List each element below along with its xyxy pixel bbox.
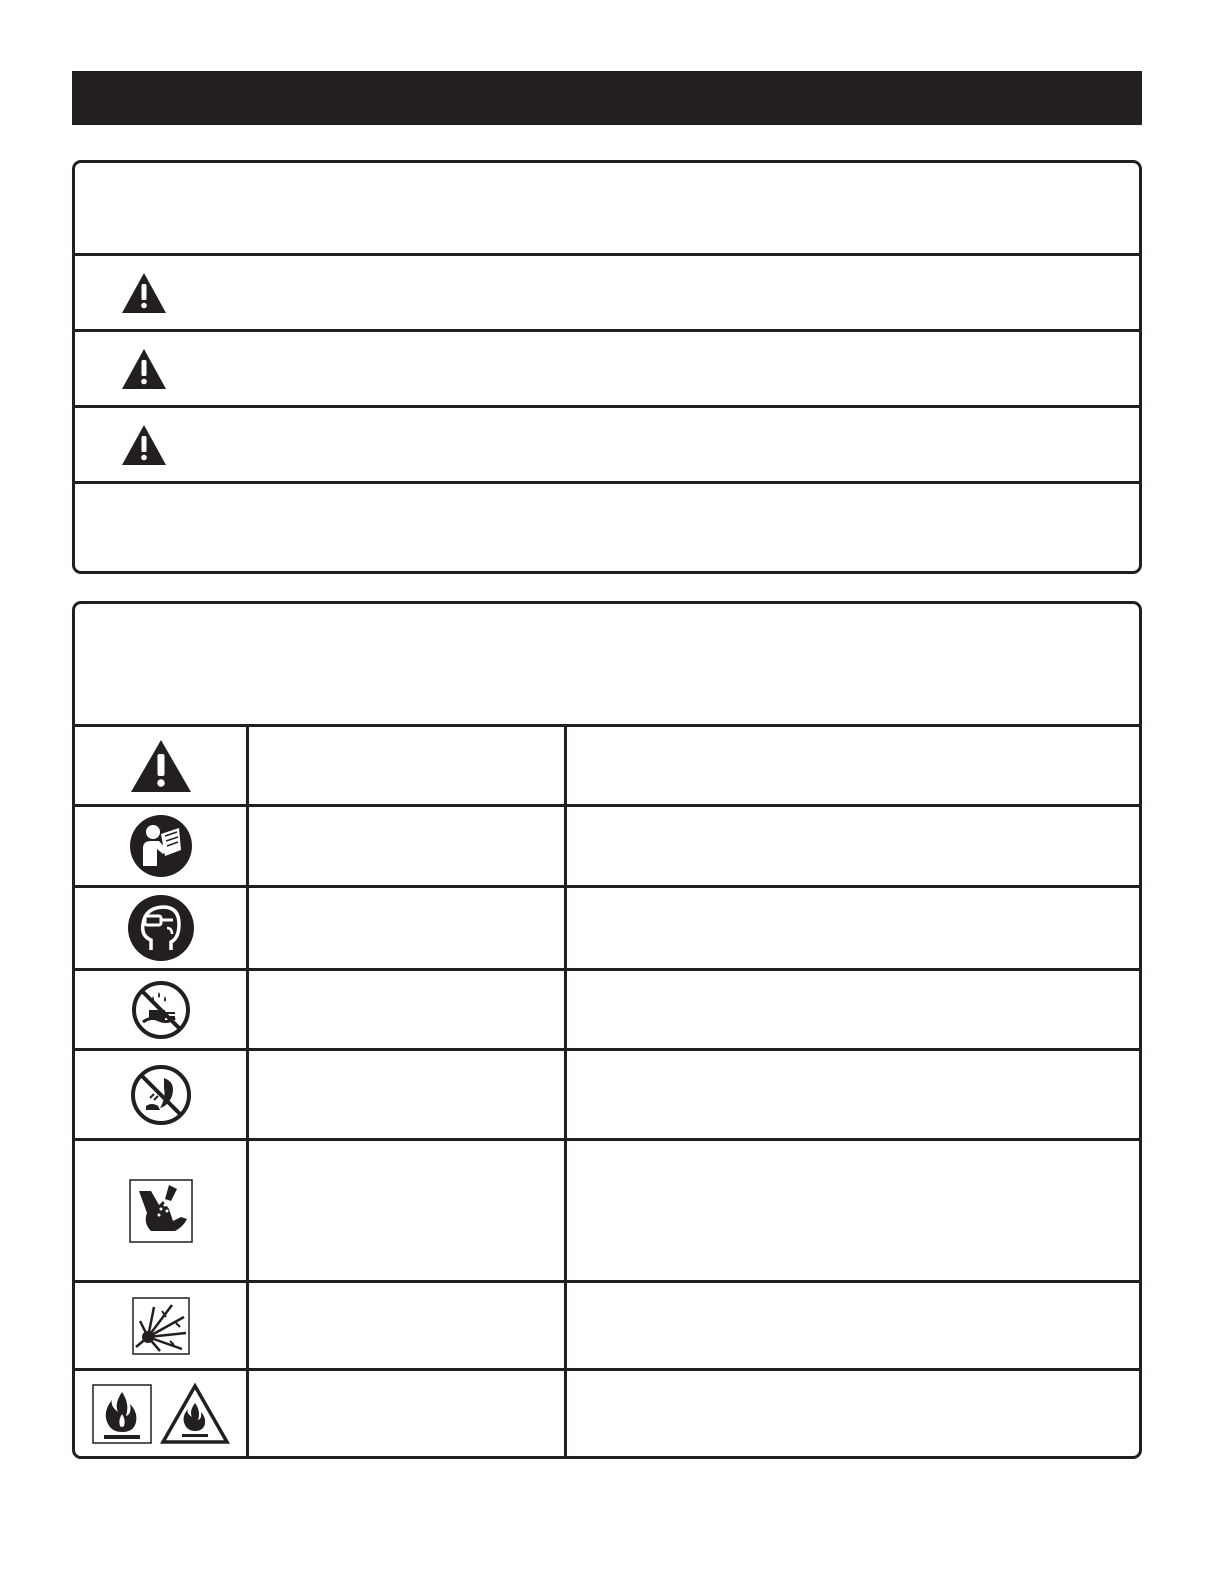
column-divider [564,724,567,1459]
column-divider [246,724,249,1459]
warning-triangle-icon [120,271,168,315]
fire-hazard-icon [75,1371,246,1456]
read-manual-icon [75,807,246,885]
section-header-bar [72,71,1142,125]
symbols-table-box [72,601,1142,1459]
injection-hazard-icon [75,1141,246,1280]
divider [75,253,1139,256]
warning-triangle-icon [120,347,168,391]
warning-triangle-icon [120,423,168,467]
signal-words-box [72,160,1142,574]
flammable-triangle-icon [160,1383,230,1445]
divider [75,481,1139,484]
divider [75,405,1139,408]
safety-alert-icon [75,727,246,804]
eye-protection-icon [75,888,246,968]
explosion-hazard-icon [75,1283,246,1368]
no-spraying-icon [75,1051,246,1138]
flammable-square-icon [92,1384,152,1444]
divider [75,329,1139,332]
wet-conditions-alert-icon [75,971,246,1048]
